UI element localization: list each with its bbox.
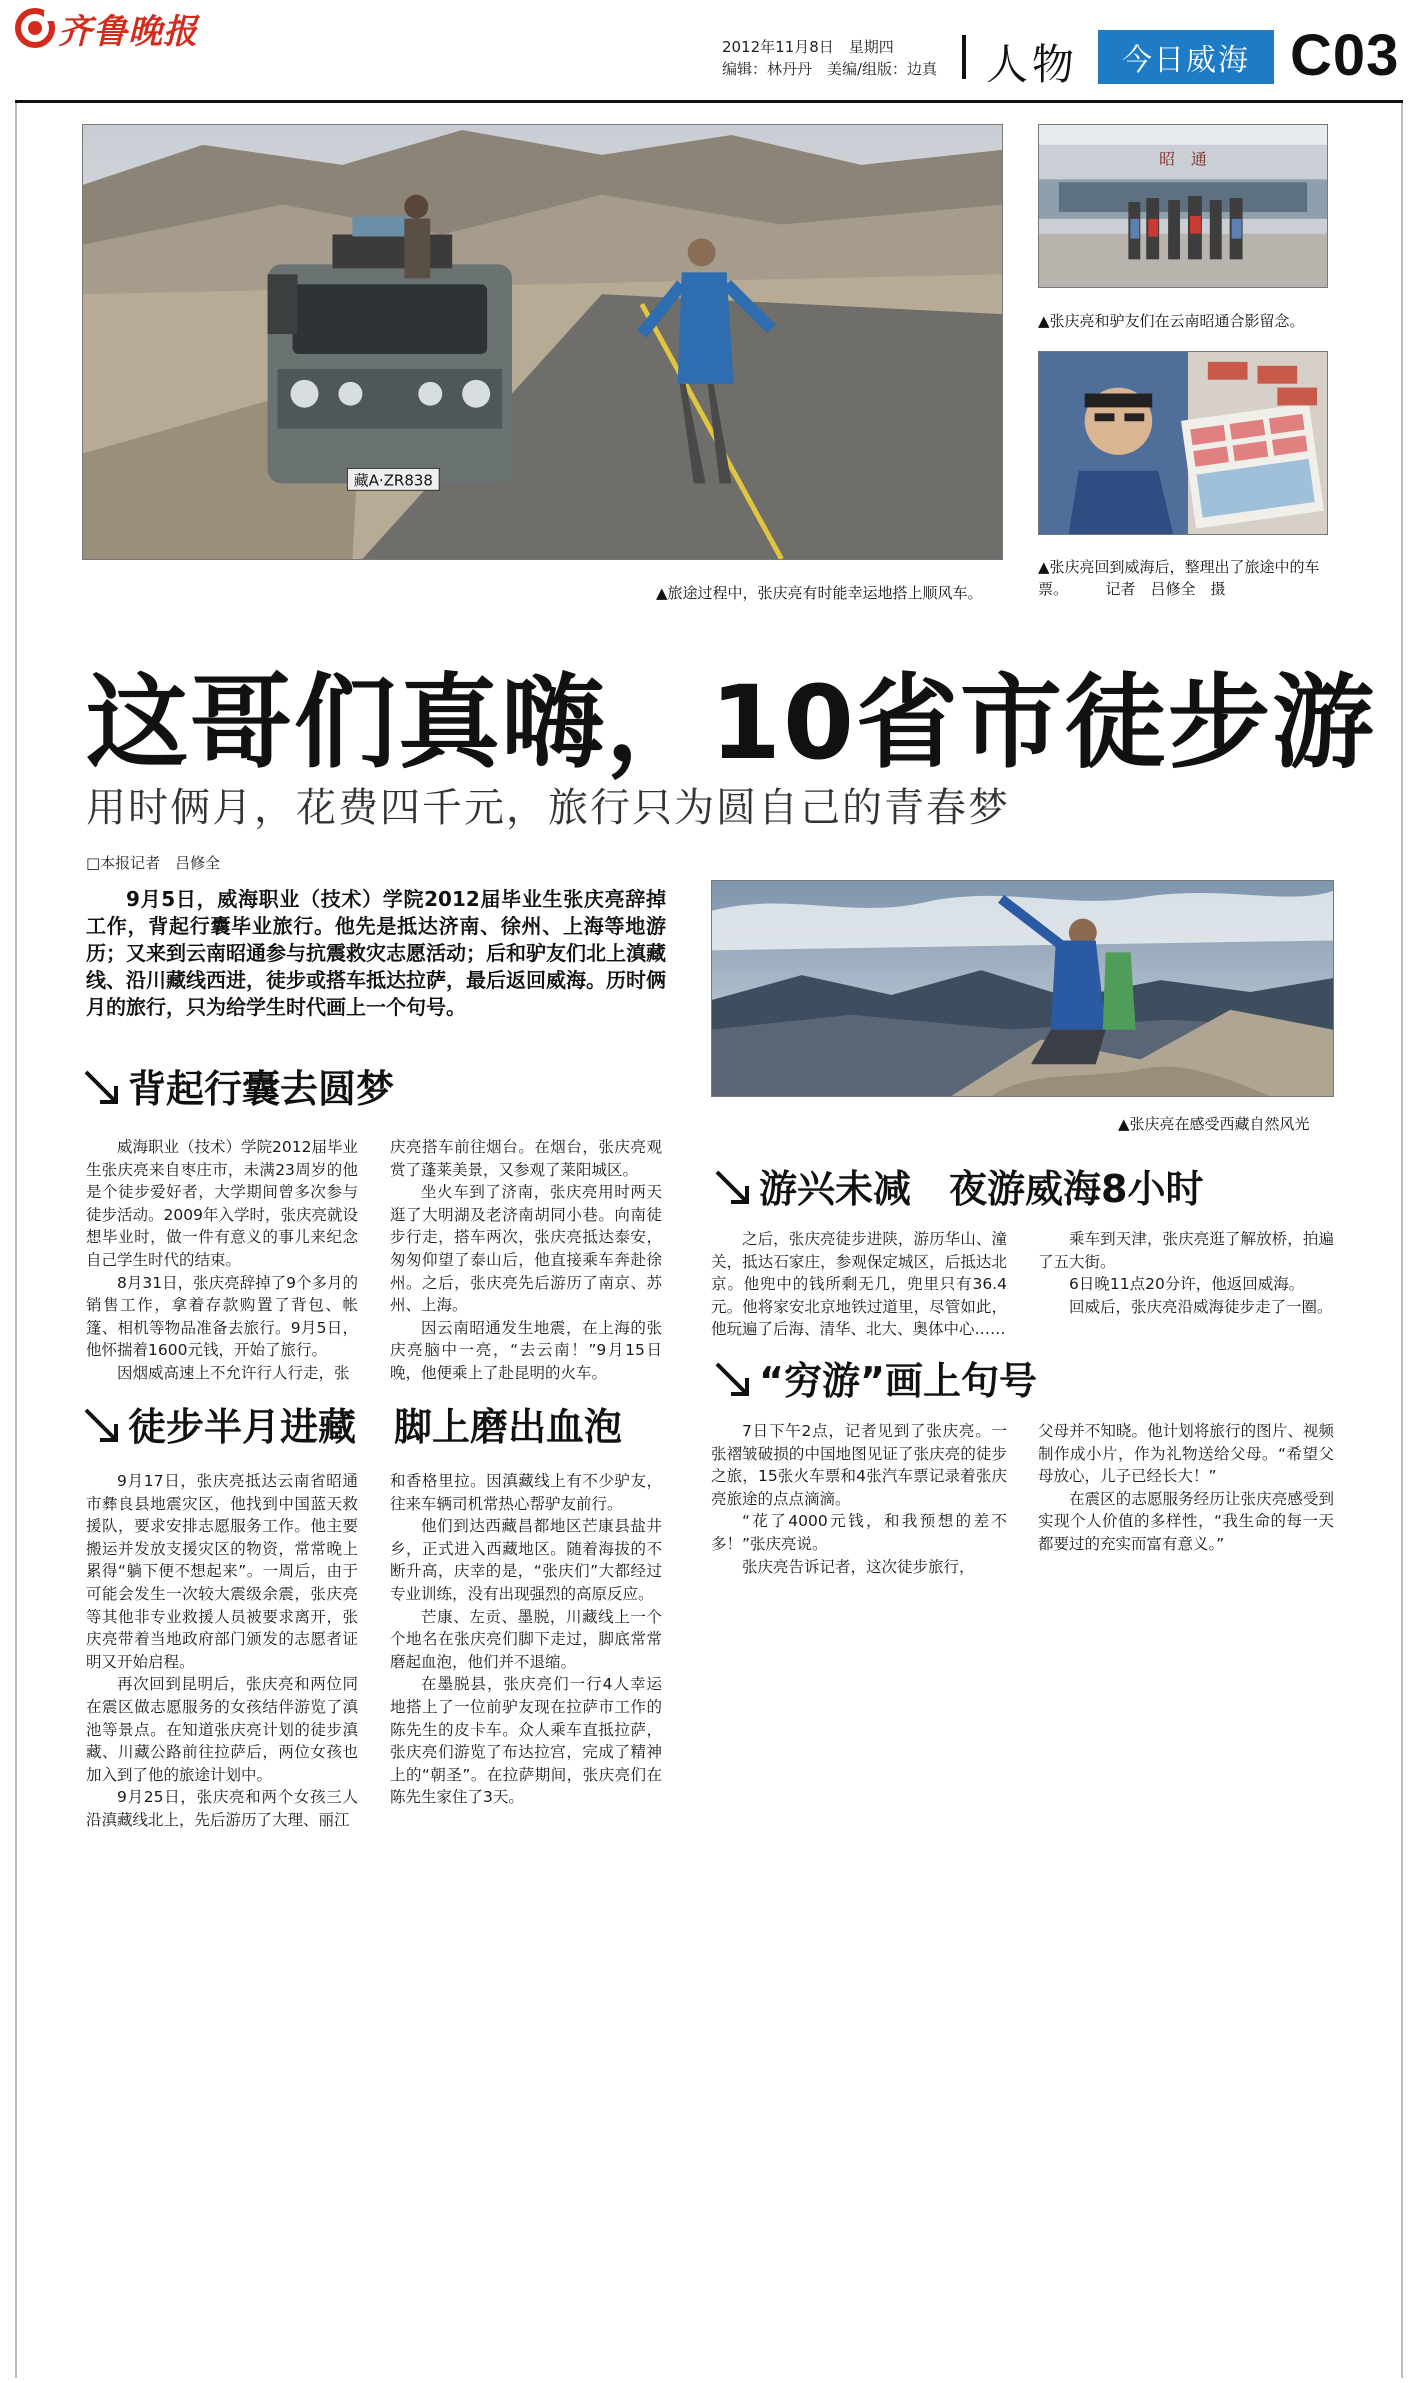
caption-tibet-scenery: ▲张庆亮在感受西藏自然风光	[1118, 1115, 1310, 1133]
page-frame-right	[1401, 103, 1403, 2378]
paragraph: 之后，张庆亮徒步进陕，游历华山、潼关，抵达石家庄，参观保定城区，后抵达北京。他兜中的钱所剩无几，兜里只有36.4元。他将家安北京地铁过道里，尽管如此，他玩遍了后海、清华、北大、奥体中心……	[711, 1230, 1007, 1339]
caption-station-group: ▲张庆亮和驴友们在云南昭通合影留念。	[1038, 312, 1305, 330]
section-title-1: 背起行囊去圆梦	[80, 1058, 394, 1113]
station-sign: 昭 通	[1159, 149, 1207, 169]
paragraph: 在墨脱县，张庆亮们一行4人幸运地搭上了一位前驴友现在拉萨市工作的陈先生的皮卡车。众人乘车直抵拉萨，张庆亮们游览了布达拉宫，完成了精神上的“朝圣”。在拉萨期间，张庆亮们在陈先生家住了3天。	[390, 1675, 662, 1807]
paragraph: 张庆亮告诉记者，这次徒步旅行，	[742, 1557, 975, 1576]
photo-tickets-selfie	[1038, 351, 1328, 535]
section-title-3: 游兴未减 夜游威海8小时	[711, 1158, 1203, 1213]
paragraph: 7日下午2点，记者见到了张庆亮。一张褶皱破损的中国地图见证了张庆亮的徒步之旅，15张火车票和4张汽车票记录着张庆亮旅途的点点滴滴。	[711, 1422, 1007, 1508]
section-2-column-1	[86, 1470, 358, 1832]
logo-emblem-icon	[14, 7, 56, 49]
paragraph: 他们到达西藏昌都地区芒康县盐井乡，正式进入西藏地区。随着海拔的不断升高，庆幸的是，“张庆们”大都经过专业训练，没有出现强烈的高原反应。	[390, 1517, 662, 1603]
section-name: 人物	[986, 40, 1079, 89]
issue-editors: 编辑：林丹丹 美编/组版：边真	[722, 60, 938, 78]
paragraph: “花了4000元钱，和我预想的差不多！”张庆亮说。	[711, 1512, 1007, 1553]
section-3-column-1	[711, 1228, 1007, 1341]
paragraph: 再次回到昆明后，张庆亮和两位同在震区做志愿服务的女孩结伴游览了滇池等景点。在知道张庆亮计划的徒步滇藏、川藏公路前往拉萨后，两位女孩也加入到了他的旅途计划中。	[86, 1675, 358, 1784]
caption-roadside-car: ▲旅途过程中，张庆亮有时能幸运地搭上顺风车。	[656, 584, 983, 602]
subheadline: 用时俩月，花费四千元，旅行只为圆自己的青春梦	[86, 785, 1010, 831]
paragraph: 庆亮搭车前往烟台。在烟台，张庆亮观赏了蓬莱美景，又参观了莱阳城区。	[390, 1138, 662, 1179]
caption-tickets-selfie: ▲张庆亮回到威海后，整理出了旅途中的车票。 记者 吕修全 摄	[1038, 558, 1320, 598]
paragraph: 父母并不知晓。他计划将旅行的图片、视频制作成小片，作为礼物送给父母。“希望父母放心，儿子已经长大！”	[1038, 1422, 1334, 1486]
logo-text: 齐鲁晚报	[58, 11, 198, 52]
paragraph: 回威后，张庆亮沿威海徒步走了一圈。	[1069, 1297, 1333, 1316]
issue-date: 2012年11月8日 星期四	[722, 38, 894, 56]
arrow-down-right-icon	[80, 1064, 124, 1108]
masthead-rule	[15, 100, 1403, 103]
section-2-column-2	[390, 1470, 662, 1809]
paragraph: 威海职业（技术）学院2012届毕业生张庆亮来自枣庄市，未满23周岁的他是个徒步爱好者，大学期间曾多次参与徒步活动。2009年入学时，张庆亮就设想毕业时，做一件有意义的事儿来纪念自己学生时代的结束。	[86, 1138, 358, 1269]
paragraph: 9月17日，张庆亮抵达云南省昭通市彝良县地震灾区，他找到中国蓝天救援队，要求安排志愿服务工作。他主要搬运并发放支援灾区的物资，常常晚上累得“躺下便不想起来”。一周后，由于可能会发生一次较大震级余震，张庆亮等其他非专业救援人员被要求离开，张庆亮带着当地政府部门颁发的志愿者证明又开始启程。	[86, 1472, 358, 1671]
section-3-column-2	[1038, 1228, 1334, 1318]
page-frame-left	[15, 103, 17, 2378]
paragraph: 芒康、左贡、墨脱，川藏线上一个个地名在张庆亮们脚下走过，脚底常常磨起血泡，他们并不退缩。	[390, 1607, 662, 1671]
paragraph: 6日晚11点20分许，他返回威海。	[1069, 1275, 1305, 1294]
paragraph: 乘车到天津，张庆亮逛了解放桥，拍遍了五大街。	[1038, 1230, 1334, 1271]
paragraph: 因烟威高速上不允许行人行走，张	[117, 1363, 350, 1382]
headline: 这哥们真嗨，10省市徒步游	[86, 664, 1376, 783]
issue-meta	[722, 36, 937, 80]
paragraph: 在震区的志愿服务经历让张庆亮感受到实现个人价值的多样性，“我生命的每一天都要过的充实而富有意义。”	[1038, 1489, 1334, 1553]
page-number: C03	[1290, 23, 1400, 88]
section-1-column-1	[86, 1136, 358, 1385]
paragraph: 和香格里拉。因滇藏线上有不少驴友，往来车辆司机常热心帮驴友前行。	[390, 1472, 662, 1513]
section-title-2: 徒步半月进藏 脚上磨出血泡	[80, 1396, 622, 1451]
license-plate: 藏A·ZR838	[353, 471, 433, 490]
paragraph: 9月25日，张庆亮和两个女孩三人沿滇藏线北上，先后游历了大理、丽江	[86, 1788, 358, 1829]
paragraph: 因云南昭通发生地震，在上海的张庆亮脑中一亮，“去云南！”9月15日晚，他便乘上了赴昆明的火车。	[390, 1318, 662, 1382]
section-4-column-2	[1038, 1420, 1334, 1556]
paragraph: 8月31日，张庆亮辞掉了9个多月的销售工作，拿着存款购置了背包、帐篷、相机等物品准备去旅行。9月5日，他怀揣着1600元钱，开始了旅行。	[86, 1273, 358, 1360]
masthead-divider	[962, 35, 966, 79]
lead-paragraph: 9月5日，威海职业（技术）学院2012届毕业生张庆亮辞掉工作，背起行囊毕业旅行。他先是抵达济南、徐州、上海等地游历；又来到云南昭通参与抗震救灾志愿活动；后和驴友们北上滇藏线、沿川藏线西进，徒步或搭车抵达拉萨，最后返回威海。历时俩月的旅行，只为给学生时代画上一个句号。	[86, 887, 666, 1019]
arrow-down-right-icon	[711, 1164, 755, 1208]
paragraph: 坐火车到了济南，张庆亮用时两天逛了大明湖及老济南胡同小巷。向南徒步行走，搭车两次，张庆亮抵达泰安，匆匆仰望了泰山后，他直接乘车奔赴徐州。之后，张庆亮先后游历了南京、苏州、上海。	[390, 1183, 662, 1315]
byline: □本报记者 吕修全	[86, 854, 221, 872]
photo-roadside-car	[82, 124, 1003, 560]
photo-station-group	[1038, 124, 1328, 288]
section-1-column-2	[390, 1136, 662, 1385]
newspaper-logo	[14, 8, 234, 52]
region-badge: 今日威海	[1098, 30, 1274, 84]
arrow-down-right-icon	[80, 1402, 124, 1446]
section-4-column-1	[711, 1420, 1007, 1578]
arrow-down-right-icon	[711, 1356, 755, 1400]
section-title-4: “穷游”画上句号	[711, 1350, 1037, 1405]
photo-tibet-scenery	[711, 880, 1334, 1097]
